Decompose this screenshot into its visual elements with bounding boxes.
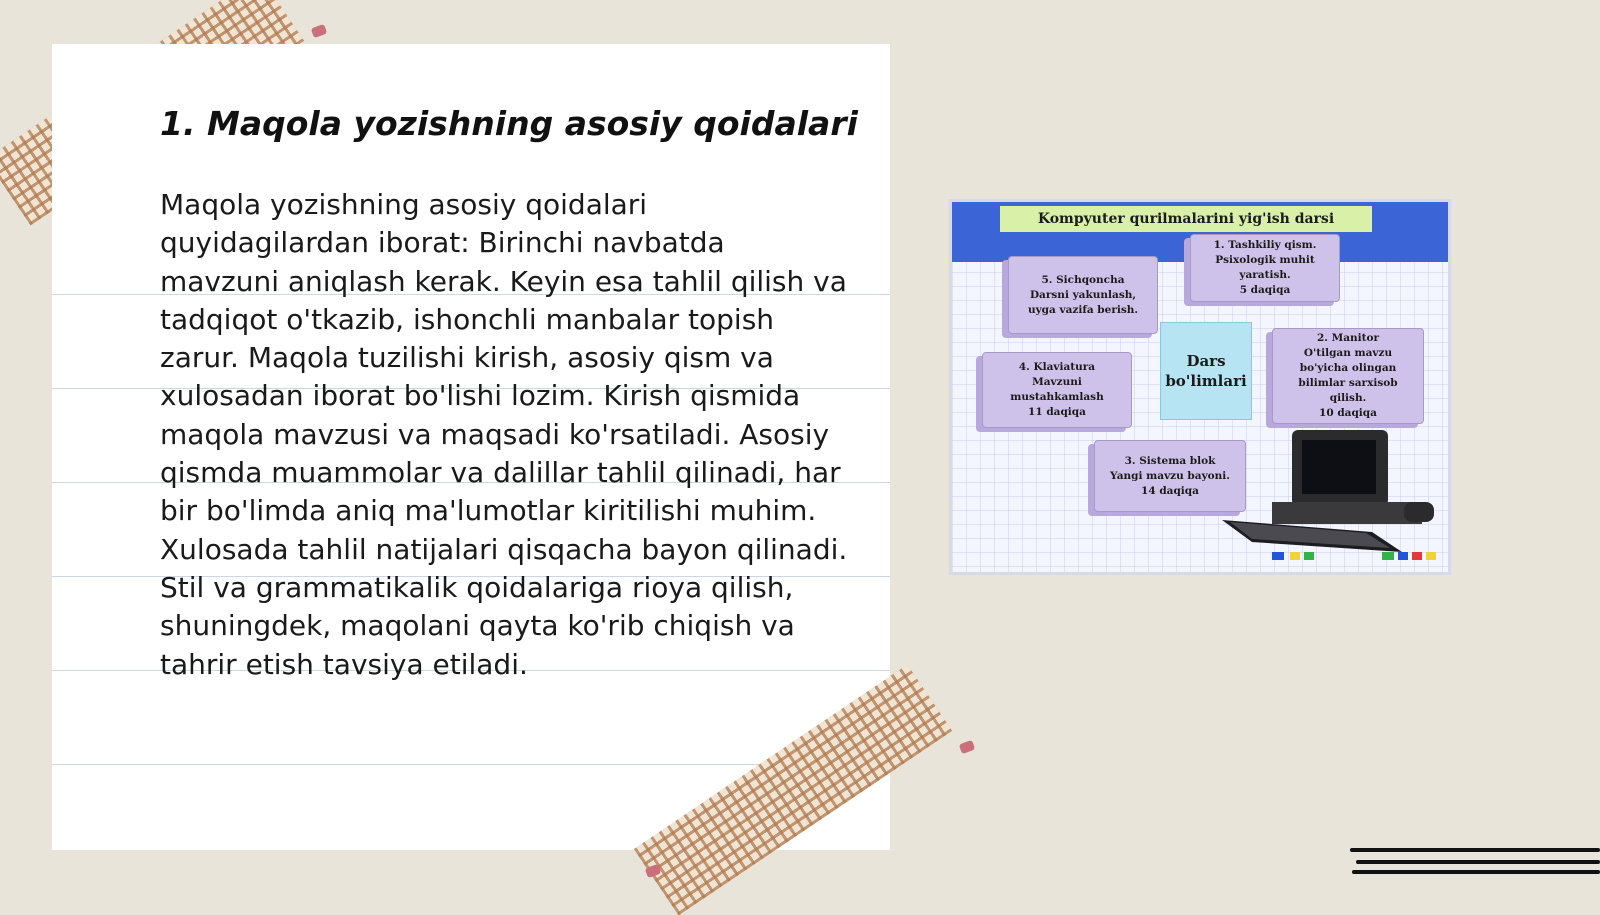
scroll-step-3: 3. Sistema blok Yangi mavzu bayoni. 14 daqiqa [1094,440,1246,512]
center-box: Dars bo'limlari [1160,322,1252,420]
tape-edge [959,740,976,754]
scroll-step-2: 2. Manitor O'tilgan mavzu bo'yicha olingan bilimlar sarxisob qilish. 10 daqiqa [1272,328,1424,424]
image-banner-title: Kompyuter qurilmalarini yig'ish darsi [1000,206,1372,232]
lesson-structure-image [952,202,1448,572]
slide-title: 1. Maqola yozishning asosiy qoidalari [160,104,858,143]
scroll-step-4: 4. Klaviatura Mavzuni mustahkamlash 11 daqiqa [982,352,1132,428]
computer-icon [952,202,1448,572]
slide-body-text: Maqola yozishning asosiy qoidalari quyidagilardan iborat: Birinchi navbatda mavzuni aniqlash kerak. Keyin esa tahlil qilish va tadqiqot o'tkazib, ishonchli manbalar topish zarur. Maqola tuzilishi kirish, asosiy qism va xulosadan iborat bo'lishi lozim. Kirish qismida maqola mavzusi va maqsadi ko'rsatiladi. Asosiy qismda muammolar va dalillar tahlil qilinadi, har bir bo'limda aniq ma'lumotlar kiritilishi muhim. Xulosada tahlil natijalari qisqacha bayon qilinadi. Stil va grammatikalik qoidalariga rioya qilish, shuningdek, maqolani qayta ko'rib chiqish va tahrir etish tavsiya etiladi. [160,188,848,681]
scroll-step-5: 5. Sichqoncha Darsni yakunlash, uyga vazifa berish. [1008,256,1158,334]
scroll-step-1: 1. Tashkiliy qism. Psixologik muhit yaratish. 5 daqiqa [1190,234,1340,302]
tape-edge [311,24,328,38]
